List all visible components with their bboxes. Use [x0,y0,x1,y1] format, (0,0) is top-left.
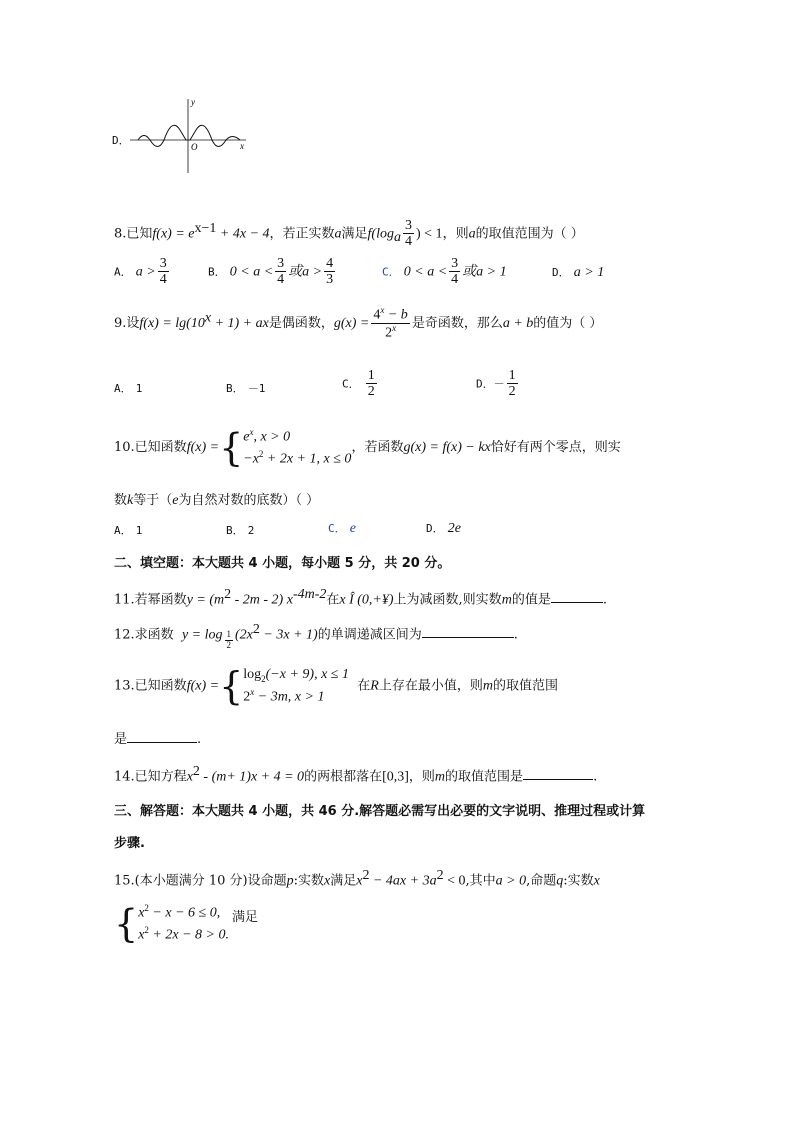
q8-option-b: B． 0 < a < $\frac{3}{4}$ 或a > $\frac{4}{3}$ [208,256,334,288]
q12: 12.求函数 y = log $\frac{1}{2}$ $(2x^2 - 3x + 1)$的单调递减区间为 . [114,622,518,651]
q9-stem: 9.设$f(x) = \lg(10^x + 1)$ + ax是偶函数，g(x) = $\frac{4^x - b}{2^x}$ 是奇函数，那么a + b的值为（ ） [114,305,603,341]
origin-label: O [191,142,198,152]
q10-stem: 10.已知函数f(x) ={ $e^x$, x > 0 $-x^2 + 2x + 1$, x ≤ 0 ，若函数g(x) = f(x) − kx恰好有两个零点，则实 [114,425,621,470]
q14: 14.已知方程$x^2 - (m+ 1)x + 4 = 0$的两根都落在[0,3]，则m的取值范围是 . [114,764,598,785]
q12-answer-blank[interactable] [422,625,514,638]
q8-func-rest: + 4x − 4 [216,226,270,242]
curve [138,125,240,146]
q8-func-exp: x−1 [194,221,217,237]
q8-suffix: ，则 [442,226,469,242]
q8-cond-pre: f(log [367,226,394,242]
x-axis-label: x [240,141,244,151]
y-axis-label: y [191,97,195,107]
q15-cases: { $x^2 - x - 6 \le 0$, $x^2 + 2x - 8 > 0$. [114,901,229,946]
q13-answer-blank[interactable] [127,730,197,743]
q8-mid2: 满足 [341,226,368,242]
q8-cond-base: a [394,229,401,245]
q10-stem-line2: 数k等于（e为自然对数的底数）（ ） [114,493,320,508]
q11-answer-blank[interactable] [551,590,603,603]
q9-option-b: B． －1 [226,382,266,395]
q8-prefix: 8.已知 [114,226,153,242]
section3-title: 三、解答题：本大题共 4 小题，共 46 分.解答题必需写出必要的文字说明、推理过程或计算 [114,804,646,819]
q10-option-c: C． e [328,521,356,536]
q7-option-d-label: D． [112,134,130,147]
q8-func: f(x) = e [152,226,195,242]
q11: 11.若幂函数$y = (m^2 - 2m - 2)$ $x^{-4m-2}$在x Î (0,+¥)上为减函数,则实数m的值是 . [114,587,607,608]
q7-option-d-graph [130,95,250,175]
q8-option-d: D． a > 1 [552,265,605,280]
q9-option-c: C． $\frac{1}{2}$ [342,368,375,400]
q9-option-d: D．－ $\frac{1}{2}$ [476,368,516,400]
q13: 13.已知函数f(x) ={ $\log_2(-x + 9)$, x ≤ 1 $2^x - 3m$, x > 1 在R上存在最小值，则m的取值范围 [114,663,558,708]
q8-option-a: A． a > $\frac{3}{4}$ [114,256,167,288]
q8-cond-post: ) < 1 [416,226,443,242]
section3-title-line2: 步骤. [114,836,145,851]
q8-suffix2: 的取值范围为（ ） [475,226,584,242]
q10-option-d: D． 2e [426,521,461,536]
q15-suffix: 满足 [232,910,259,925]
q15: 15.(本小题满分 10 分)设命题p:实数x满足$x^2 - 4ax + 3a^2 < 0$,其中a > 0,命题q:实数x [114,868,600,889]
q8-mid: ，若正实数 [269,226,335,242]
q10-option-a: A． 1 [114,524,143,537]
section2-title: 二、填空题：本大题共 4 小题，每小题 5 分，共 20 分。 [114,556,451,571]
q8-option-c: C． 0 < a < $\frac{3}{4}$ 或a > 1 [382,256,507,288]
q10-option-b: B． 2 [226,524,255,537]
q9-option-a: A． 1 [114,382,143,395]
q8-cond-frac: $\frac{3}{4}$ [405,218,412,250]
q13-line2: 是 . [114,732,202,747]
q8-stem: 8.已知$f(x) = e^{x-1} + 4x - 4$，若正实数a满足$f(\log_a$ $\frac{3}{4}$ ) < 1，则a的取值范围为（ ） [114,218,584,250]
q14-answer-blank[interactable] [523,767,593,780]
q8-var-a: a [334,226,342,242]
